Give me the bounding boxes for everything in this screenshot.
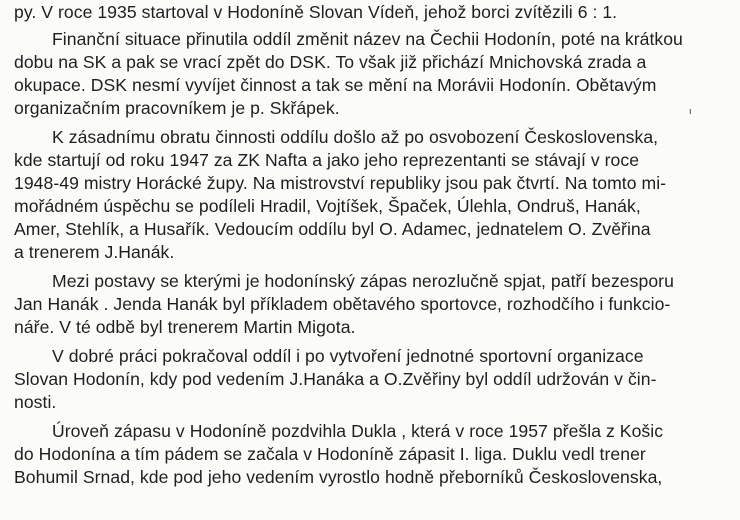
text-line: náře. V té odbě byl trenerem Martin Migota. [14,317,356,337]
paragraph-start-line: V dobré práci pokračoval oddíl i po vytvoření jednotné sportovní organizace [52,346,644,366]
text-line: nosti. [14,392,57,412]
text-line: Jan Hanák . Jenda Hanák byl příkladem obětavého sportovce, rozhodčího i funkcio- [14,294,671,314]
text-line: py. V roce 1935 startoval v Hodoníně Slovan Vídeň, jehož borci zvítězili 6 : 1. [14,2,618,22]
text-line: Slovan Hodonín, kdy pod vedením J.Hanáka a O.Zvěřiny byl oddíl udržován v čin- [14,369,657,389]
text-line: 1948-49 mistry Horácké župy. Na mistrovství republiky jsou pak čtvrtí. Na tomto mi- [14,173,667,193]
text-line: organizačním pracovníkem je p. Skřápek. [14,98,340,118]
text-line: okupace. DSK nesmí vyvíjet činnost a tak se mění na Morávii Hodonín. Obětavým [14,75,657,95]
paragraph-start-line: Finanční situace přinutila oddíl změnit název na Čechii Hodonín, poté na krátkou [52,29,683,49]
text-line: a trenerem J.Hanák. [14,242,175,262]
text-line: dobu na SK a pak se vrací zpět do DSK. To však již přichází Mnichovská zrada a [14,52,647,72]
text-line: Amer, Stehlík, a Husařík. Vedoucím oddílu byl O. Adamec, jednatelem O. Zvěřina [14,219,651,239]
paragraph-start-line: K zásadnímu obratu činnosti oddílu došlo až po osvobození Československa, [52,127,659,147]
margin-mark: ı [689,106,692,116]
paragraph-start-line: Mezi postavy se kterými je hodonínský zápas nerozlučně spjat, patří bezesporu [52,271,674,291]
text-line: kde startují od roku 1947 za ZK Nafta a jako jeho reprezentanti se stávají v roce [14,150,640,170]
paragraph-start-line: Úroveň zápasu v Hodoníně pozdvihla Dukla , která v roce 1957 přešla z Košic [52,421,664,441]
text-line: Bohumil Srnad, kde pod jeho vedením vyrostlo hodně přeborníků Československa, [14,467,663,487]
text-line: mořádném úspěchu se podíleli Hradil, Vojtíšek, Špaček, Úlehla, Ondruš, Hanák, [14,196,641,216]
text-line: do Hodonína a tím pádem se začala v Hodoníně zápasit I. liga. Duklu vedl trener [14,444,646,464]
